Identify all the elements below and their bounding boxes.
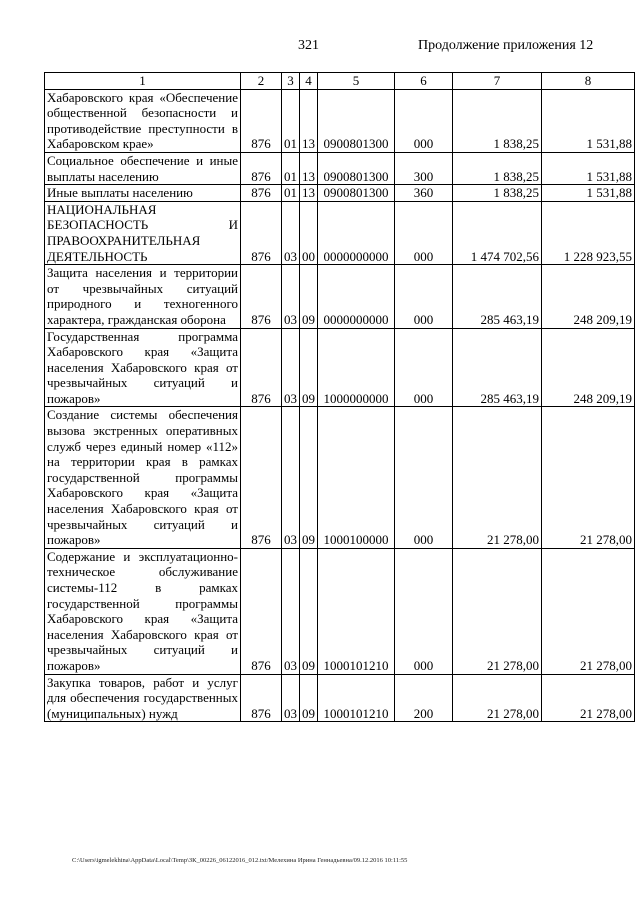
- row-c2: 876: [241, 548, 282, 674]
- row-c5: 0900801300: [318, 185, 395, 202]
- row-c4: 13: [300, 152, 318, 184]
- row-c7: 21 278,00: [453, 674, 542, 722]
- row-c4: 09: [300, 328, 318, 407]
- row-c7: 285 463,19: [453, 328, 542, 407]
- row-c4: 09: [300, 407, 318, 548]
- row-c6: 200: [395, 674, 453, 722]
- row-c6: 000: [395, 89, 453, 152]
- table-row: [45, 89, 635, 152]
- table-row: [45, 201, 635, 264]
- table-row: [45, 328, 635, 407]
- header-cell: 6: [395, 73, 453, 90]
- row-name: Закупка товаров, работ и услуг для обеспечения государственных (муниципальных) нужд: [45, 674, 241, 722]
- row-c4: 09: [300, 548, 318, 674]
- row-c6: 000: [395, 548, 453, 674]
- row-c3: 03: [282, 548, 300, 674]
- row-c8: 248 209,19: [542, 328, 635, 407]
- row-name: Содержание и эксплуатационно-техническое обслуживание системы-112 в рамках государственной программы Хабаровского края «Защита населения Хабаровского края от чрезвычайных ситуаций и пожаров»: [45, 548, 241, 674]
- row-c7: 1 474 702,56: [453, 201, 542, 264]
- row-c7: 1 838,25: [453, 152, 542, 184]
- row-name: Защита населения и территории от чрезвычайных ситуаций природного и техногенного характера, гражданская оборона: [45, 265, 241, 328]
- row-c7: 21 278,00: [453, 407, 542, 548]
- row-c3: 01: [282, 89, 300, 152]
- row-c6: 000: [395, 407, 453, 548]
- row-c8: 1 531,88: [542, 89, 635, 152]
- header-cell: 3: [282, 73, 300, 90]
- row-c2: 876: [241, 201, 282, 264]
- row-c6: 000: [395, 328, 453, 407]
- row-c7: 21 278,00: [453, 548, 542, 674]
- row-name: Государственная программа Хабаровского края «Защита населения Хабаровского края от чрезвычайных ситуаций и пожаров»: [45, 328, 241, 407]
- row-name: Иные выплаты населению: [45, 185, 241, 202]
- row-c5: 1000000000: [318, 328, 395, 407]
- row-c2: 876: [241, 152, 282, 184]
- row-c2: 876: [241, 674, 282, 722]
- row-name: Создание системы обеспечения вызова экстренных оперативных служб через единый номер «112» на территории края в рамках государственной программы Хабаровского края «Защита населения Хабаровского края от чрезвычайных ситуаций и пожаров»: [45, 407, 241, 548]
- table-row: [45, 548, 635, 674]
- row-c5: 1000101210: [318, 548, 395, 674]
- row-c2: 876: [241, 407, 282, 548]
- row-c2: 876: [241, 328, 282, 407]
- row-c5: 0000000000: [318, 265, 395, 328]
- row-c5: 1000100000: [318, 407, 395, 548]
- footer-file-path: C:\Users\igmelekhina\AppData\Local\Temp\ЗК_00226_06122016_012.txt/Мелехина Ирина Геннадьевна/09.12.2016 10:11:55: [72, 857, 408, 864]
- row-c5: 0900801300: [318, 89, 395, 152]
- header-cell: 1: [45, 73, 241, 90]
- row-c8: 21 278,00: [542, 674, 635, 722]
- row-c4: 13: [300, 89, 318, 152]
- row-name: Социальное обеспечение и иные выплаты населению: [45, 152, 241, 184]
- row-c7: 285 463,19: [453, 265, 542, 328]
- row-c8: 21 278,00: [542, 548, 635, 674]
- row-c3: 03: [282, 674, 300, 722]
- table-row: [45, 185, 635, 202]
- row-c8: 1 531,88: [542, 185, 635, 202]
- header-cell: 7: [453, 73, 542, 90]
- row-c4: 09: [300, 265, 318, 328]
- row-c3: 03: [282, 201, 300, 264]
- row-c3: 01: [282, 185, 300, 202]
- row-c2: 876: [241, 185, 282, 202]
- row-c3: 03: [282, 407, 300, 548]
- row-c4: 13: [300, 185, 318, 202]
- table-row: [45, 265, 635, 328]
- header-cell: 4: [300, 73, 318, 90]
- row-name: НАЦИОНАЛЬНАЯ БЕЗОПАСНОСТЬ И ПРАВООХРАНИТЕЛЬНАЯ ДЕЯТЕЛЬНОСТЬ: [45, 201, 241, 264]
- header-cell: 2: [241, 73, 282, 90]
- table-row: [45, 674, 635, 722]
- row-c7: 1 838,25: [453, 89, 542, 152]
- budget-table: [44, 72, 635, 722]
- header-cell: 8: [542, 73, 635, 90]
- row-c4: 00: [300, 201, 318, 264]
- continuation-label: Продолжение приложения 12: [418, 38, 594, 53]
- row-c2: 876: [241, 265, 282, 328]
- table-row: [45, 152, 635, 184]
- row-c5: 0900801300: [318, 152, 395, 184]
- row-name: Хабаровского края «Обеспечение общественной безопасности и противодействие преступности в Хабаровском крае»: [45, 89, 241, 152]
- page-number: 321: [298, 38, 319, 53]
- row-c8: 1 228 923,55: [542, 201, 635, 264]
- row-c5: 0000000000: [318, 201, 395, 264]
- table-header-row: [45, 73, 635, 90]
- row-c6: 360: [395, 185, 453, 202]
- table-row: [45, 407, 635, 548]
- row-c3: 01: [282, 152, 300, 184]
- row-c7: 1 838,25: [453, 185, 542, 202]
- row-c4: 09: [300, 674, 318, 722]
- row-c6: 000: [395, 201, 453, 264]
- row-c3: 03: [282, 328, 300, 407]
- row-c6: 000: [395, 265, 453, 328]
- row-c6: 300: [395, 152, 453, 184]
- row-c3: 03: [282, 265, 300, 328]
- row-c8: 248 209,19: [542, 265, 635, 328]
- header-cell: 5: [318, 73, 395, 90]
- row-c2: 876: [241, 89, 282, 152]
- row-c5: 1000101210: [318, 674, 395, 722]
- row-c8: 21 278,00: [542, 407, 635, 548]
- row-c8: 1 531,88: [542, 152, 635, 184]
